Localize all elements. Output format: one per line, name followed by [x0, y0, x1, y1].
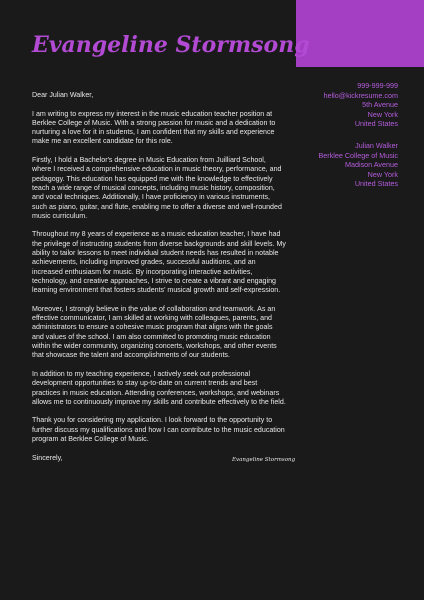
sender-email: hello@kickresume.com [323, 90, 398, 100]
paragraph: In addition to my teaching experience, I actively seek out professional development opportunities to stay up-to-date on current trends and best practices in music education. Attending conferences, workshops, and webinars allows me to continuously improve my skills and contribute effectively to the field. [32, 369, 286, 406]
paragraph: I am writing to express my interest in the music education teacher position at Berklee College of Music. With a strong passion for music and a dedication to nurturing a love for it in students, I am confident that my skills and experience make me an excellent candidate for this role. [32, 109, 276, 146]
sender-city: New York [367, 109, 398, 119]
paragraph: Thank you for considering my application. I look forward to the opportunity to further discuss my qualifications and how I can contribute to the music education program at Berklee College of Music. [32, 416, 285, 443]
letter-body [32, 91, 286, 472]
sender-phone: 999-999-999 [357, 81, 398, 90]
sender-street: 5th Avenue [362, 100, 398, 110]
sender-country: United States [354, 119, 398, 129]
recipient-contact [319, 141, 399, 189]
recipient-country: United States [354, 179, 398, 189]
applicant-name: Evangeline Stormsong [32, 32, 310, 58]
sender-contact [324, 81, 398, 129]
recipient-city: New York [367, 169, 398, 179]
recipient-name: Julian Walker [355, 141, 398, 150]
sidebar-header-band [296, 0, 424, 67]
recipient-street: Madison Avenue [344, 160, 398, 170]
paragraph: Moreover, I strongly believe in the value of collaboration and teamwork. As an effective communicator, I am skilled at working with colleagues, parents, and administrators to ensure a cohesive music program that aligns with the goals and values of the school. I am also committed to promoting music education within the wider community, organizing concerts, workshops, and other events that showcase the talent and accomplishments of our students. [32, 304, 277, 360]
signature: Evangeline Stormsong [232, 457, 296, 463]
closing: Sincerely, [32, 453, 63, 462]
paragraph: Firstly, I hold a Bachelor's degree in Music Education from Juilliard School, where I received a comprehensive education in music theory, performance, and pedagogy. This education has equipped me with the knowledge to effectively teach a wide range of musical concepts, including music history, composition, and vocal techniques. Additionally, I have proficiency in various instruments, such as piano, guitar, and flute, enabling me to offer a diverse and well-rounded music curriculum. [32, 156, 282, 220]
paragraph: Throughout my 8 years of experience as a music education teacher, I have had the privilege of instructing students from diverse backgrounds and skill levels. My ability to tailor lessons to meet individual student needs has resulted in notable achievements, including improved grades, successful auditions, and an increased enthusiasm for music. By incorporating interactive activities, technology, and creative approaches, I strive to create a vibrant and engaging learning environment that fosters students' musical growth and self-expression. [32, 230, 286, 295]
salutation: Dear Julian Walker, [32, 91, 94, 99]
recipient-company: Berklee College of Music [318, 150, 398, 160]
